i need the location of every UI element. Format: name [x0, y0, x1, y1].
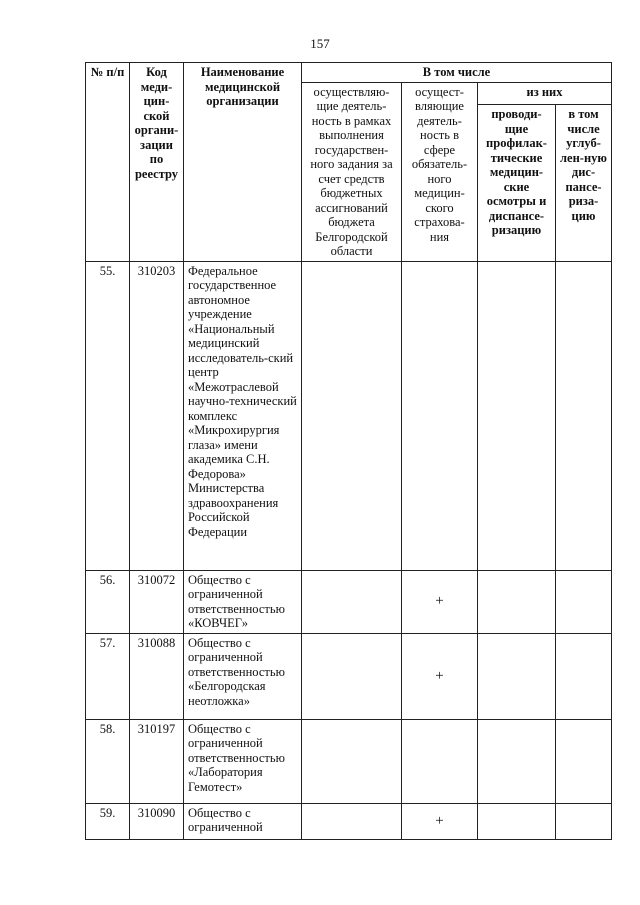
row-uglub-mark	[556, 633, 612, 719]
row-number: 59.	[86, 803, 130, 839]
table-row	[86, 570, 612, 633]
medical-organizations-table	[85, 62, 612, 840]
header-name: Наименование медицинской организации	[184, 63, 302, 262]
row-prof-mark	[478, 803, 556, 839]
row-code: 310197	[130, 719, 184, 803]
row-uglub-mark	[556, 570, 612, 633]
row-oms-mark: +	[402, 570, 478, 633]
row-uglub-mark	[556, 803, 612, 839]
table-row	[86, 803, 612, 839]
row-gos-mark	[302, 633, 402, 719]
row-uglub-mark	[556, 261, 612, 570]
row-number: 58.	[86, 719, 130, 803]
row-number: 57.	[86, 633, 130, 719]
header-prophylactic: проводи-щие профилак-тические медицин-ские осмотры и диспансе-ризацию	[478, 105, 556, 261]
table-row	[86, 633, 612, 719]
header-code: Код меди-цин-ской органи-зации по реестру	[130, 63, 184, 262]
row-name: Общество с ограниченной ответственностью «Лаборатория Гемотест»	[184, 719, 302, 803]
row-name: Общество с ограниченной ответственностью «Белгородская неотложка»	[184, 633, 302, 719]
row-prof-mark	[478, 261, 556, 570]
header-gos-task: осуществляю-щие деятель-ность в рамках выполнения государствен-ного задания за счет средств бюджетных ассигнований бюджета Белгородской области	[302, 82, 402, 261]
row-gos-mark	[302, 570, 402, 633]
row-code: 310088	[130, 633, 184, 719]
table-row	[86, 719, 612, 803]
row-code: 310203	[130, 261, 184, 570]
header-num: № п/п	[86, 63, 130, 262]
row-name: Общество с ограниченной	[184, 803, 302, 839]
row-gos-mark	[302, 261, 402, 570]
header-in-depth: в том числе углуб-лен-ную дис-пансе-риза-цию	[556, 105, 612, 261]
header-including: В том числе	[302, 63, 612, 83]
row-name: Федеральное государственное автономное учреждение «Национальный медицинский исследователь-ский центр «Межотраслевой научно-технический комплекс «Микрохирургия глаза» имени академика С.Н. Федорова» Министерства здравоохранения Российской Федерации	[184, 261, 302, 570]
row-number: 55.	[86, 261, 130, 570]
table-row	[86, 261, 612, 570]
row-oms-mark	[402, 719, 478, 803]
row-oms-mark: +	[402, 803, 478, 839]
row-prof-mark	[478, 570, 556, 633]
row-uglub-mark	[556, 719, 612, 803]
row-prof-mark	[478, 633, 556, 719]
row-oms-mark: +	[402, 633, 478, 719]
header-of-them: из них	[478, 82, 612, 105]
row-gos-mark	[302, 803, 402, 839]
row-code: 310072	[130, 570, 184, 633]
row-name: Общество с ограниченной ответственностью «КОВЧЕГ»	[184, 570, 302, 633]
row-oms-mark	[402, 261, 478, 570]
page-number: 157	[310, 36, 330, 51]
row-prof-mark	[478, 719, 556, 803]
row-gos-mark	[302, 719, 402, 803]
header-oms: осущест-вляющие деятель-ность в сфере обязатель-ного медицин-ского страхова-ния	[402, 82, 478, 261]
row-number: 56.	[86, 570, 130, 633]
row-code: 310090	[130, 803, 184, 839]
